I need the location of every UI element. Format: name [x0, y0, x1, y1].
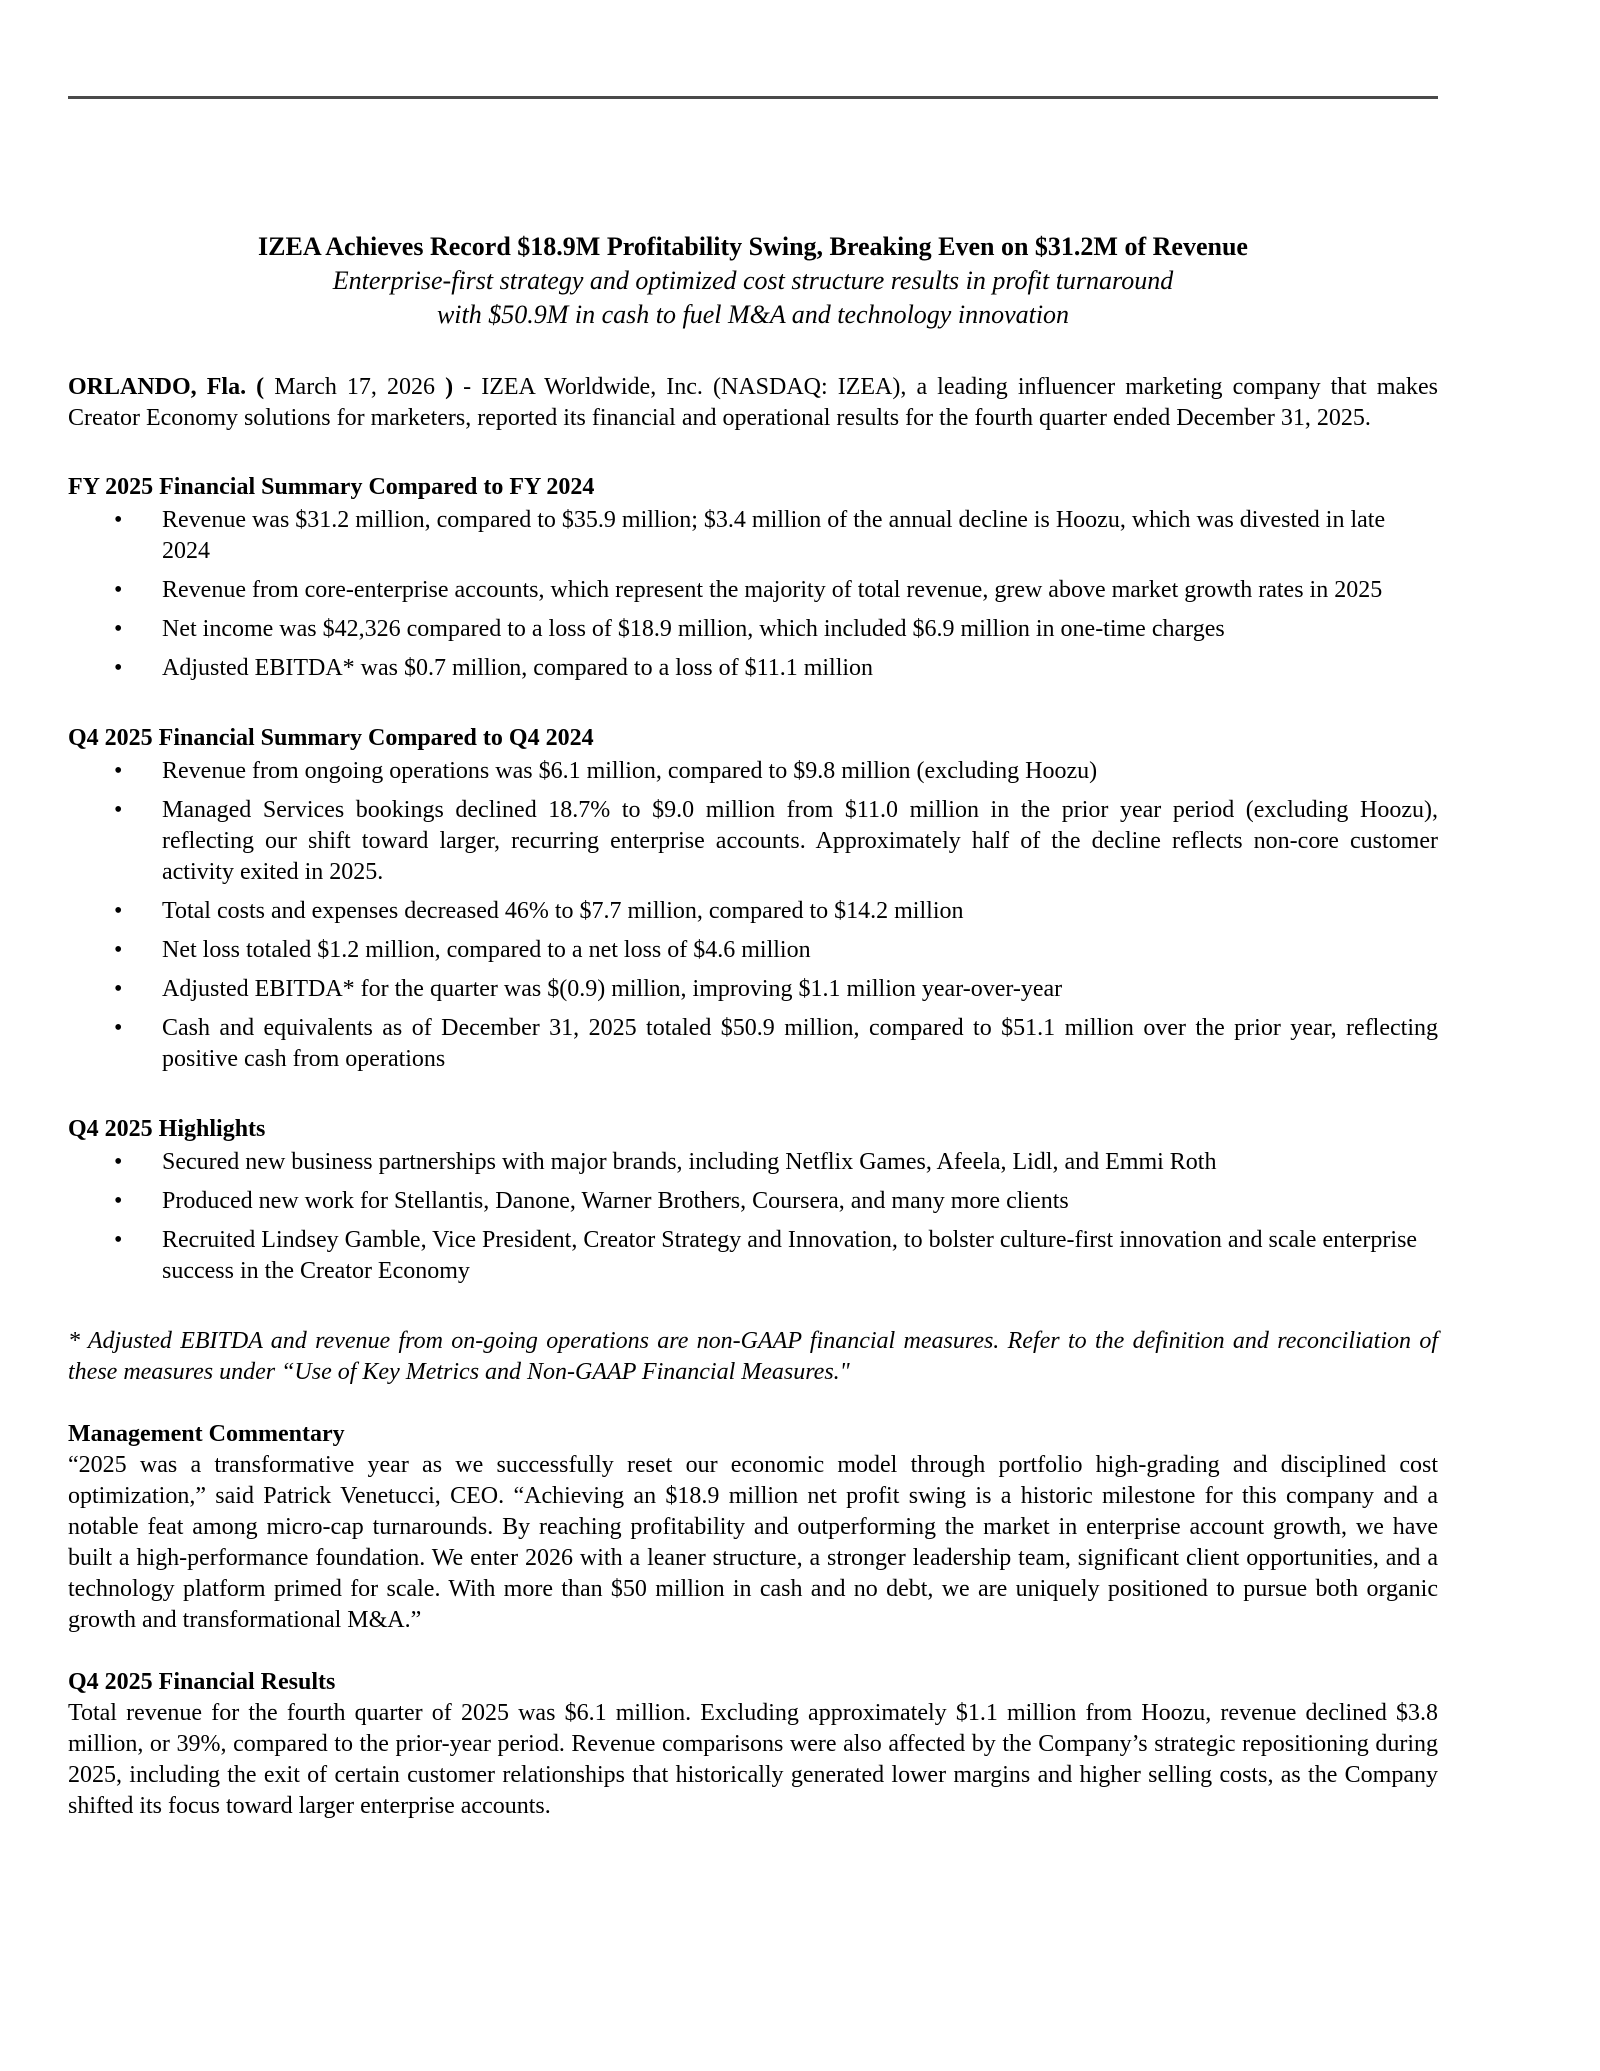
list-item [68, 795, 1438, 888]
list-item [68, 505, 1438, 567]
bullet-glyph: • [114, 577, 123, 603]
headline: IZEA Achieves Record $18.9M Profitability Swing, Breaking Even on $31.2M of Revenue [258, 232, 1248, 261]
q4-summary-list [68, 756, 1438, 1075]
list-item-text: Cash and equivalents as of December 31, 2025 totaled $50.9 million, compared to $51.1 million over the prior year, reflecting positive cash from operations [162, 1015, 1438, 1072]
list-item [68, 1186, 1438, 1217]
bullet-glyph: • [114, 758, 123, 784]
header-rule [68, 96, 1438, 99]
management-commentary-body: “2025 was a transformative year as we successfully reset our economic model through portfolio high-grading and disciplined cost optimization,” said Patrick Venetucci, CEO. “Achieving an $18.9 million net profit swing is a historic milestone for this company and a notable feat among micro-cap turnarounds. By reaching profitability and outperforming the market in enterprise account growth, we have built a high-performance foundation. We enter 2026 with a leaner structure, a stronger leadership team, significant client opportunities, and a technology platform primed for scale. With more than $50 million in cash and no debt, we are uniquely positioned to pursue both organic growth and transformational M&A.” [68, 1452, 1438, 1633]
list-item-text: Net loss totaled $1.2 million, compared to a net loss of $4.6 million [162, 937, 811, 963]
list-item [68, 614, 1438, 645]
subheadline-line-2: with $50.9M in cash to fuel M&A and technology innovation [436, 300, 1070, 329]
bullet-glyph: • [114, 507, 123, 533]
bullet-glyph: • [114, 655, 123, 681]
non-gaap-footnote: * Adjusted EBITDA and revenue from on-going operations are non-GAAP financial measures. Refer to the definition and reconciliation of these measures under “Use of Key Metrics and Non-GAAP Financial Measures." [68, 1328, 1438, 1385]
q4-results-title: Q4 2025 Financial Results [68, 1669, 336, 1695]
bullet-glyph: • [114, 937, 123, 963]
list-item-text: Revenue was $31.2 million, compared to $35.9 million; $3.4 million of the annual decline is Hoozu, which was divested in late 2024 [162, 507, 1386, 564]
list-item-text: Revenue from ongoing operations was $6.1 million, compared to $9.8 million (excluding Hoozu) [162, 758, 1098, 784]
bullet-glyph: • [114, 1149, 123, 1175]
q4-summary-title: Q4 2025 Financial Summary Compared to Q4 2024 [68, 725, 594, 751]
highlights-list [68, 1147, 1438, 1287]
list-item [68, 756, 1438, 787]
list-item-text: Managed Services bookings declined 18.7% to $9.0 million from $11.0 million in the prior year period (excluding Hoozu), reflecting our shift toward larger, recurring enterprise accounts. Approximately half of the decline reflects non-core customer activity exited in 2025. [162, 797, 1438, 885]
release-date: March 17, 2026 [274, 374, 435, 400]
intro-paragraph [68, 372, 1438, 434]
list-item-text: Adjusted EBITDA* for the quarter was $(0.9) million, improving $1.1 million year-over-year [162, 976, 1063, 1002]
management-commentary-title: Management Commentary [68, 1421, 345, 1447]
list-item-text: Recruited Lindsey Gamble, Vice President, Creator Strategy and Innovation, to bolster culture-first innovation and scale enterprise success in the Creator Economy [162, 1227, 1418, 1284]
bullet-glyph: • [114, 898, 123, 924]
list-item [68, 1147, 1438, 1178]
bullet-glyph: • [114, 797, 123, 823]
bullet-glyph: • [114, 976, 123, 1002]
q4-results-body: Total revenue for the fourth quarter of 2025 was $6.1 million. Excluding approximately $1.1 million from Hoozu, revenue declined $3.8 million, or 39%, compared to the prior-year period. Revenue comparisons were also affected by the Company’s strategic repositioning during 2025, including the exit of certain customer relationships that historically generated lower margins and higher selling costs, as the Company shifted its focus toward larger enterprise accounts. [68, 1700, 1438, 1819]
highlights-title: Q4 2025 Highlights [68, 1116, 266, 1142]
bullet-glyph: • [114, 616, 123, 642]
list-item [68, 653, 1438, 684]
bullet-glyph: • [114, 1015, 123, 1041]
list-item-text: Net income was $42,326 compared to a loss of $18.9 million, which included $6.9 million in one-time charges [162, 616, 1225, 642]
dateline-close: ) [435, 374, 454, 400]
dateline: ORLANDO, Fla. ( [68, 374, 275, 400]
list-item-text: Adjusted EBITDA* was $0.7 million, compared to a loss of $11.1 million [162, 655, 874, 681]
list-item-text: Produced new work for Stellantis, Danone, Warner Brothers, Coursera, and many more clients [162, 1188, 1069, 1214]
fy-summary-list [68, 505, 1438, 684]
list-item-text: Total costs and expenses decreased 46% to $7.7 million, compared to $14.2 million [162, 898, 964, 924]
bullet-glyph: • [114, 1227, 123, 1253]
list-item [68, 575, 1438, 606]
document-body [68, 372, 1438, 1822]
list-item [68, 896, 1438, 927]
list-item [68, 974, 1438, 1005]
press-release-header [68, 230, 1438, 332]
list-item-text: Secured new business partnerships with major brands, including Netflix Games, Afeela, Lidl, and Emmi Roth [162, 1149, 1217, 1175]
list-item [68, 1225, 1438, 1287]
bullet-glyph: • [114, 1188, 123, 1214]
intro-body: - IZEA Worldwide, Inc. (NASDAQ: IZEA), a leading influencer marketing company that makes Creator Economy solutions for marketers, reported its financial and operational results for the fourth quarter ended December 31, 2025. [68, 374, 1439, 431]
fy-summary-title: FY 2025 Financial Summary Compared to FY 2024 [68, 474, 595, 500]
list-item-text: Revenue from core-enterprise accounts, which represent the majority of total revenue, grew above market growth rates in 2025 [162, 577, 1383, 603]
list-item [68, 1013, 1438, 1075]
subheadline-line-1: Enterprise-first strategy and optimized cost structure results in profit turnaround [332, 266, 1174, 295]
list-item [68, 935, 1438, 966]
